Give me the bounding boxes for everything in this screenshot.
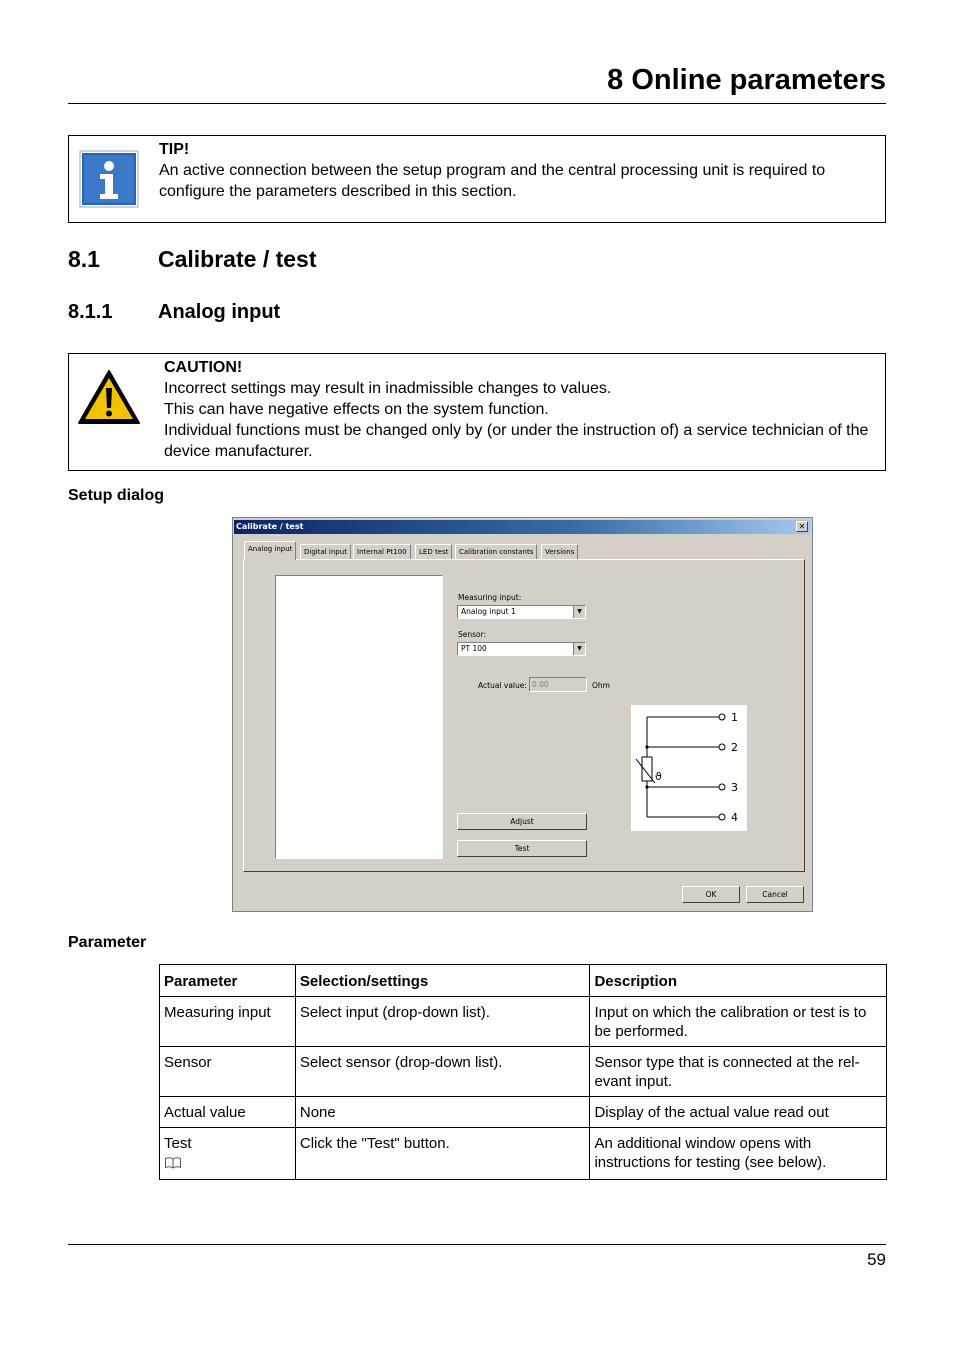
close-button[interactable]: ✕: [796, 521, 808, 532]
page-number: 59: [867, 1250, 886, 1269]
temperature-symbol: ϑ: [655, 770, 662, 783]
table-cell: None: [295, 1097, 590, 1128]
caution-line: Individual functions must be changed only by (or under the instruction of) a service technician of the device manufacturer.: [164, 422, 869, 460]
sensor-connection-diagram: [631, 705, 747, 831]
actual-value-field: 0.00: [529, 677, 587, 692]
measuring-input-select[interactable]: [457, 605, 586, 619]
tab-analog-input[interactable]: Analog input: [244, 541, 296, 560]
calibrate-test-dialog: [232, 517, 813, 912]
table-cell: Sensor type that is connected at the rel-evant input.: [590, 1047, 887, 1097]
parameter-heading: Parameter: [68, 934, 147, 951]
section-number: 8.1: [68, 246, 100, 272]
terminal-label: 1: [731, 711, 738, 724]
table-row: [160, 1128, 887, 1180]
caution-title: CAUTION!: [164, 359, 243, 376]
column-header: Description: [590, 965, 887, 997]
table-cell: Select input (drop-down list).: [295, 997, 590, 1047]
measuring-input-value: Analog input 1: [461, 607, 516, 616]
book-icon: [164, 1156, 182, 1169]
column-header: Parameter: [160, 965, 296, 997]
subsection-title: Analog input: [158, 301, 281, 323]
parameter-table: [159, 964, 887, 1180]
column-header: Selection/settings: [295, 965, 590, 997]
unit-label: Ohm: [592, 681, 610, 690]
table-cell: Actual value: [160, 1097, 296, 1128]
table-header-row: [160, 965, 887, 997]
tip-text: An active connection between the setup program and the central processing unit is required to configure the parameters described in this section.: [159, 162, 826, 200]
warning-icon: [77, 368, 141, 426]
table-row: [160, 997, 887, 1047]
tip-title: TIP!: [159, 141, 190, 158]
tab-calibration-constants[interactable]: Calibration constants: [455, 544, 537, 559]
table-cell: Sensor: [160, 1047, 296, 1097]
table-cell: Input on which the calibration or test is to be performed.: [590, 997, 887, 1047]
sensor-select[interactable]: [457, 642, 586, 656]
info-icon: [79, 150, 139, 208]
ok-button[interactable]: OK: [682, 886, 740, 903]
sensor-value: PT 100: [461, 644, 487, 653]
header-rule: [68, 103, 886, 104]
tab-versions[interactable]: Versions: [541, 544, 578, 559]
dialog-title: Calibrate / test: [236, 522, 304, 531]
table-cell-text: Test: [164, 1135, 192, 1152]
table-cell: Click the "Test" button.: [295, 1128, 590, 1180]
selection-list[interactable]: [275, 575, 443, 859]
table-cell: Select sensor (drop-down list).: [295, 1047, 590, 1097]
caution-line: Incorrect settings may result in inadmissible changes to values.: [164, 380, 612, 397]
tab-internal-pt100[interactable]: Internal Pt100: [353, 544, 411, 559]
tab-digital-input[interactable]: Digital input: [300, 544, 351, 559]
table-cell: Display of the actual value read out: [590, 1097, 887, 1128]
section-heading: [68, 246, 568, 276]
measuring-input-label: Measuring input:: [458, 593, 522, 602]
chapter-title: 8 Online parameters: [607, 64, 886, 96]
section-title: Calibrate / test: [158, 246, 317, 272]
sensor-label: Sensor:: [458, 630, 487, 639]
subsection-heading: [68, 301, 568, 327]
caution-notice: [68, 353, 886, 471]
adjust-button[interactable]: Adjust: [457, 813, 587, 830]
caution-line: This can have negative effects on the system function.: [164, 401, 549, 418]
table-row: [160, 1047, 887, 1097]
dialog-titlebar: [234, 520, 811, 534]
table-row: [160, 1097, 887, 1128]
tab-led-test[interactable]: LED test: [415, 544, 452, 559]
chevron-down-icon[interactable]: ▼: [573, 606, 585, 618]
cancel-button[interactable]: Cancel: [746, 886, 804, 903]
table-cell: Measuring input: [160, 997, 296, 1047]
table-cell: [160, 1128, 296, 1180]
table-cell: An additional window opens with instructions for testing (see below).: [590, 1128, 887, 1180]
terminal-label: 3: [731, 781, 738, 794]
setup-dialog-heading: Setup dialog: [68, 487, 164, 504]
actual-value-label: Actual value:: [478, 681, 527, 690]
tip-notice: [68, 135, 886, 223]
chevron-down-icon[interactable]: ▼: [573, 643, 585, 655]
test-button[interactable]: Test: [457, 840, 587, 857]
footer-rule: [68, 1244, 886, 1245]
terminal-label: 4: [731, 811, 738, 824]
subsection-number: 8.1.1: [68, 301, 113, 323]
wiring-diagram: [631, 705, 747, 831]
terminal-label: 2: [731, 741, 738, 754]
